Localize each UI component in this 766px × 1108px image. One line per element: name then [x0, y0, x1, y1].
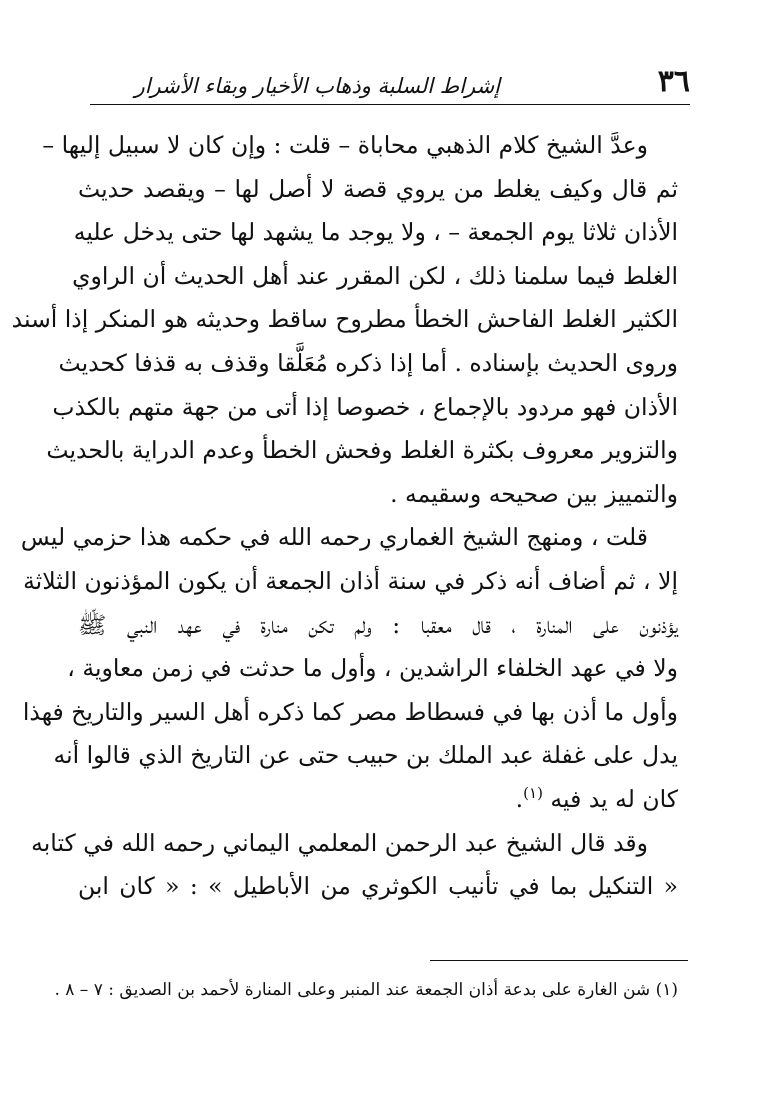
text-line: والتمييز بين صحيحه وسقيمه .	[390, 479, 678, 508]
paragraph-3	[31, 822, 678, 909]
text-line: وروى الحديث بإسناده . أما إذا ذكره مُعَلَّقا وقذف به قذفا كحديث	[58, 348, 678, 377]
running-title: إشراط السلبة وذهاب الأخيار وبقاء الأشرار	[134, 74, 500, 98]
text-line: الكثير الغلط الفاحش الخطأ مطروح ساقط وحديثه هو المنكر إذا أسند	[11, 305, 678, 334]
text-line: الغلط فيما سلمنا ذلك ، لكن المقرر عند أهل الحديث أن الراوي	[72, 261, 678, 290]
text-line: « التنكيل بما في تأنيب الكوثري من الأباطيل » : « كان ابن	[78, 872, 678, 901]
footnote-reference[interactable]: (١)	[523, 784, 543, 803]
text-line: والتزوير معروف بكثرة الغلط وفحش الخطأ وعدم الدراية بالحديث	[46, 436, 678, 465]
paragraph-1	[11, 124, 678, 516]
footnote: (١) شن الغارة على بدعة أذان الجمعة عند المنبر وعلى المنارة لأحمد بن الصديق : ٧ – ٨ .	[54, 980, 678, 1000]
text-line: يؤذنون على المنارة ، قال معقبا : ولم تكن منارة في عهد النبي ﷺ	[78, 610, 678, 639]
page-header	[90, 64, 690, 105]
body-text	[11, 124, 678, 909]
sentence-end: .	[515, 784, 524, 813]
text-line: إلا ، ثم أضاف أنه ذكر في سنة أذان الجمعة أن يكون المؤذنون الثلاثة	[23, 566, 678, 595]
footnote-divider	[430, 960, 688, 961]
text-line: يدل على غفلة عبد الملك بن حبيب حتى عن التاريخ الذي قالوا أنه	[53, 741, 678, 770]
text-line: ولا في عهد الخلفاء الراشدين ، وأول ما حدثت في زمن معاوية ،	[67, 654, 678, 683]
text-line: وأول ما أذن بها في فسطاط مصر كما ذكره أهل السير والتاريخ فهذا	[22, 697, 678, 726]
text-line: ثم قال وكيف يغلط من يروي قصة لا أصل لها – ويقصد حديث	[78, 174, 678, 203]
text-line: قلت ، ومنهج الشيخ الغماري رحمه الله في حكمه هذا حزمي ليس	[20, 523, 648, 552]
text-line: الأذان ثلاثا يوم الجمعة – ، ولا يوجد ما يشهد لها حتى يدخل عليه	[73, 218, 678, 247]
page-number: ٣٦	[657, 64, 690, 99]
paragraph-2	[20, 516, 678, 821]
text-line: الأذان فهو مردود بالإجماع ، خصوصا إذا أتى من جهة متهم بالكذب	[52, 392, 678, 421]
text-line: وعدَّ الشيخ كلام الذهبي محاباة – قلت : وإن كان لا سبيل إليها –	[42, 131, 648, 159]
text-fragment: كان له يد فيه	[550, 784, 678, 813]
text-line: وقد قال الشيخ عبد الرحمن المعلمي اليماني رحمه الله في كتابه	[31, 828, 648, 857]
text-line	[78, 778, 678, 822]
